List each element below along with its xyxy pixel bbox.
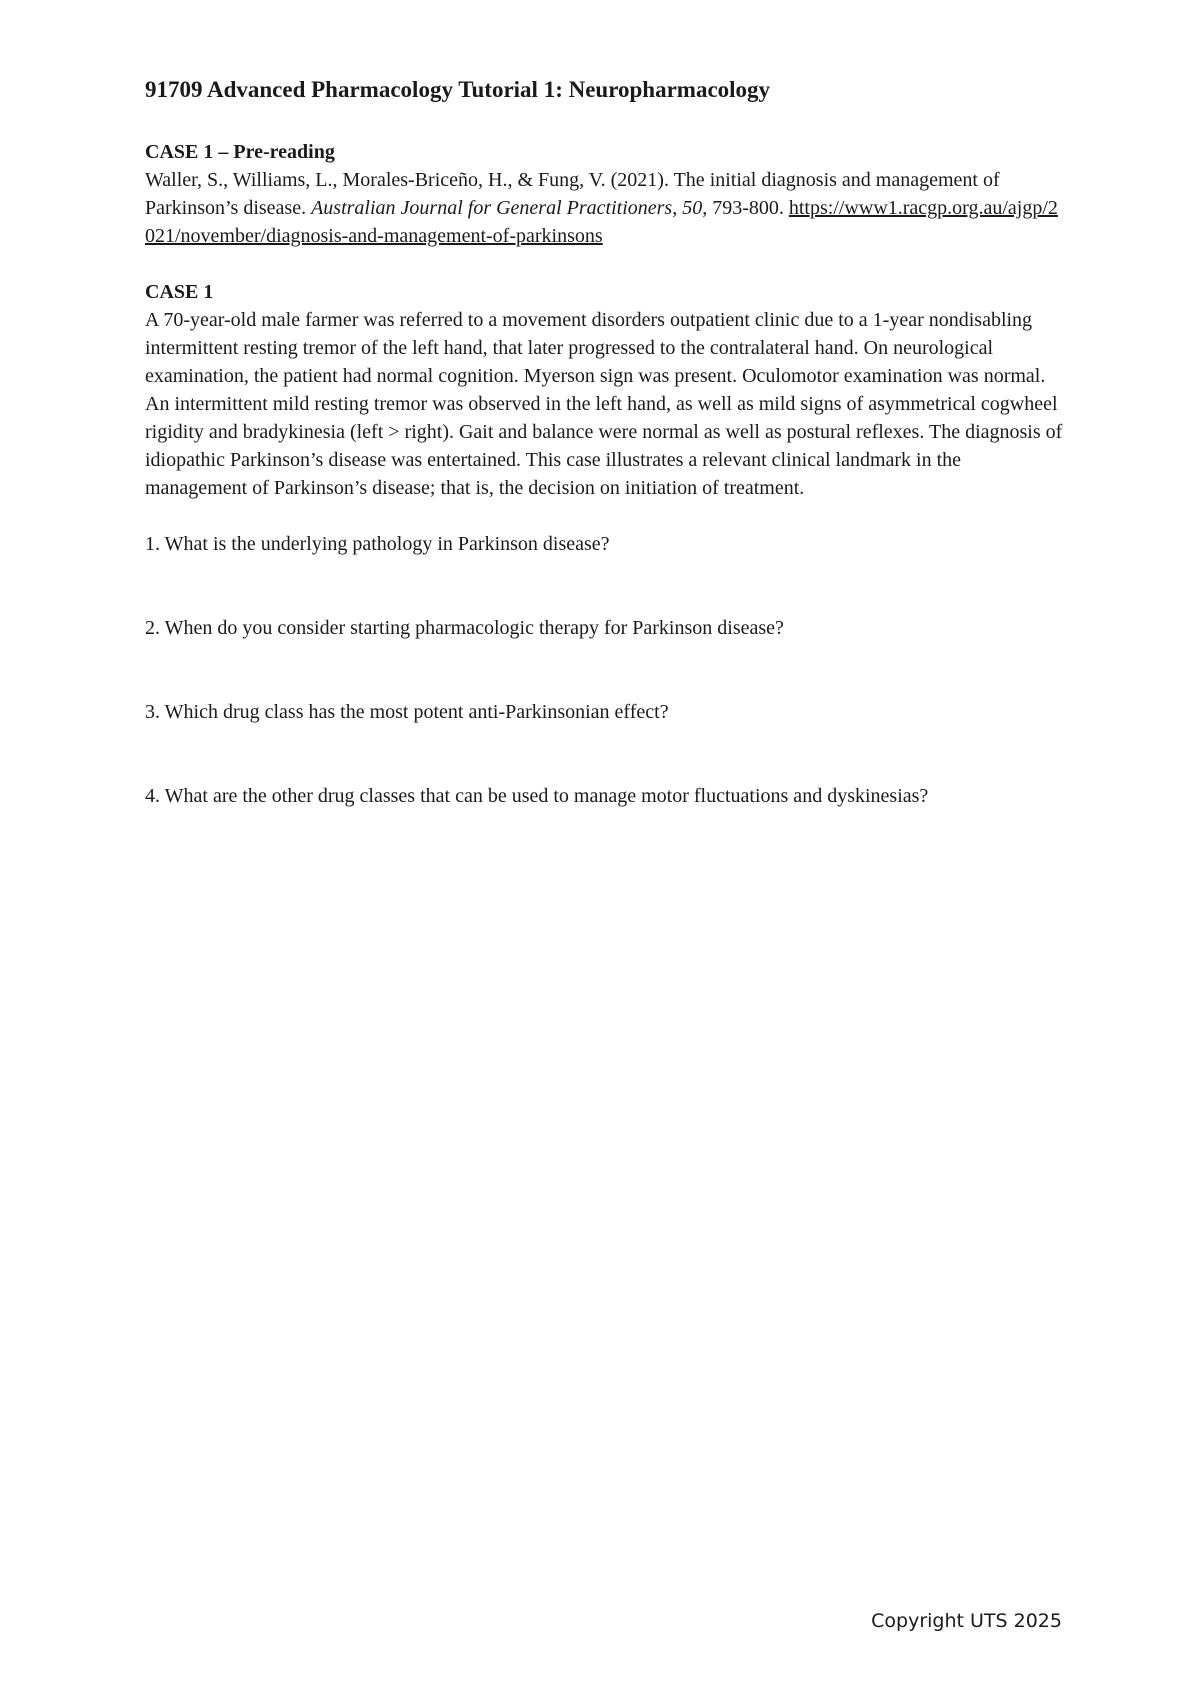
question-item: 4. What are the other drug classes that can be used to manage motor fluctuations and dyskinesias?: [145, 785, 929, 807]
document-title: 91709 Advanced Pharmacology Tutorial 1: Neuropharmacology: [145, 77, 771, 102]
question-item: 3. Which drug class has the most potent anti-Parkinsonian effect?: [145, 701, 669, 723]
prereading-heading: CASE 1 – Pre-reading: [145, 141, 335, 163]
question-item: 1. What is the underlying pathology in Parkinson disease?: [145, 533, 610, 555]
reference-journal: Australian Journal for General Practitioners: [311, 197, 673, 219]
case-heading: CASE 1: [145, 281, 214, 303]
reference-authors: Waller, S., Williams, L., Morales-Briceño, H., & Fung, V. (2021). The initial diagnosis and management of Parkinson’s disease.: [145, 169, 1000, 219]
question-item: 2. When do you consider starting pharmacologic therapy for Parkinson disease?: [145, 617, 784, 639]
reference-citation: [145, 166, 1065, 250]
question-list: [145, 530, 1065, 810]
reference-link[interactable]: https://www1.racgp.org.au/ajgp/2021/november/diagnosis-and-management-of-parkinsons: [145, 197, 1058, 247]
reference-volume: 50: [682, 197, 703, 219]
reference-separator: ,: [672, 197, 683, 219]
reference-pages: , 793-800.: [702, 197, 789, 219]
document-content: [145, 70, 1065, 866]
prereading-section: [145, 138, 1065, 250]
copyright-footer: Copyright UTS 2025: [871, 1610, 1062, 1632]
case-description: A 70-year-old male farmer was referred to a movement disorders outpatient clinic due to a 1-year nondisabling intermittent resting tremor of the left hand, that later progressed to the contralateral hand. On neurological examination, the patient had normal cognition. Myerson sign was present. Oculomotor examination was normal. An intermittent mild resting tremor was observed in the left hand, as well as mild signs of asymmetrical cogwheel rigidity and bradykinesia (left > right). Gait and balance were normal as well as postural reflexes. The diagnosis of idiopathic Parkinson’s disease was entertained. This case illustrates a relevant clinical landmark in the management of Parkinson’s disease; that is, the decision on initiation of treatment.: [145, 309, 1063, 499]
case-section: [145, 278, 1065, 502]
